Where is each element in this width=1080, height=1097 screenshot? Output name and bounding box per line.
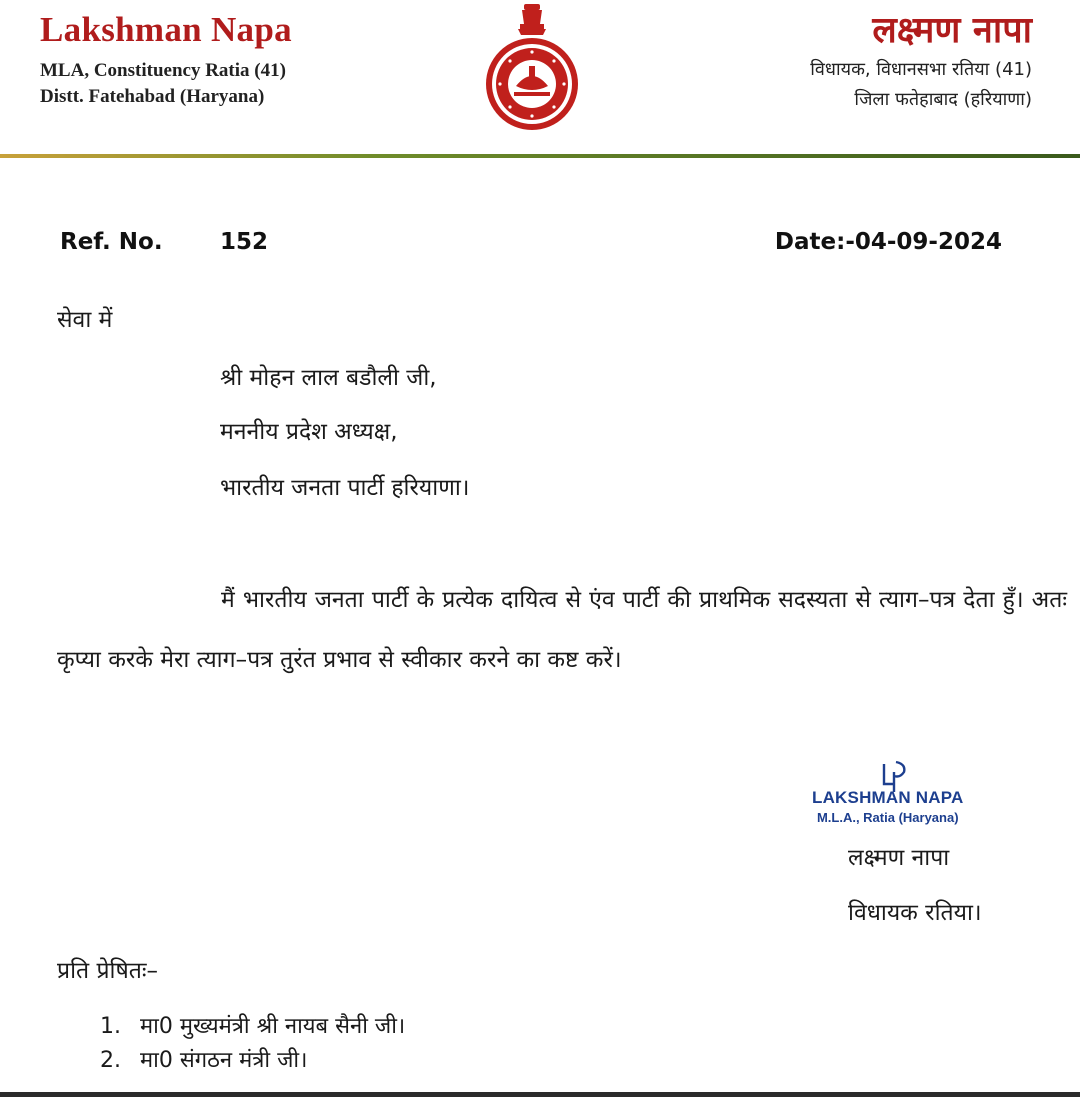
list-item — [100, 1010, 405, 1040]
letterhead-name-hindi: लक्ष्मण नापा — [872, 10, 1032, 51]
letterhead-district-english: Distt. Fatehabad (Haryana) — [40, 86, 265, 107]
list-item-text: मा0 संगठन मंत्री जी। — [140, 1048, 308, 1073]
letterhead-constituency-hindi: विधायक, विधानसभा रतिया (41) — [810, 59, 1032, 80]
letterhead-name-english: Lakshman Napa — [40, 10, 292, 49]
salutation: सेवा में — [57, 307, 113, 333]
letterhead-divider — [0, 154, 1080, 158]
addressee-designation: मननीय प्रदेश अध्यक्ष, — [220, 419, 398, 445]
signature-scribble-icon — [878, 758, 912, 792]
list-item-text: मा0 मुख्यमंत्री श्री नायब सैनी जी। — [140, 1014, 406, 1039]
addressee-organization: भारतीय जनता पार्टी हरियाणा। — [220, 475, 470, 501]
signatory-name: लक्ष्मण नापा — [848, 845, 950, 871]
addressee-name: श्री मोहन लाल बडौली जी, — [220, 365, 437, 391]
list-item — [100, 1044, 307, 1074]
haryana-emblem-icon — [478, 0, 586, 132]
page-bottom-border — [0, 1092, 1080, 1097]
signatory-title: विधायक रतिया। — [848, 900, 982, 926]
stamp-designation: M.L.A., Ratia (Haryana) — [816, 810, 959, 825]
stamp-name: LAKSHMAN NAPA — [812, 788, 964, 807]
letterhead-district-hindi: जिला फतेहाबाद (हरियाणा) — [854, 89, 1032, 110]
signature-stamp — [812, 788, 964, 825]
letter-body: मैं भारतीय जनता पार्टी के प्रत्येक दायित्व से एंव पार्टी की प्राथमिक सदस्यता से त्याग–पत्र देता हुँ। अतः कृप्या करके मेरा त्याग–पत्र तुरंत प्रभाव से स्वीकार करने का कष्ट करें। — [57, 587, 1067, 673]
ref-number: 152 — [220, 229, 269, 255]
copy-to-label: प्रति प्रेषितः– — [57, 958, 159, 984]
letter-date: Date:-04-09-2024 — [774, 229, 1002, 255]
list-item-number: 2. — [100, 1048, 121, 1073]
ref-label: Ref. No. — [60, 229, 163, 255]
letterhead-constituency-english: MLA, Constituency Ratia (41) — [40, 60, 286, 81]
list-item-number: 1. — [100, 1014, 121, 1039]
